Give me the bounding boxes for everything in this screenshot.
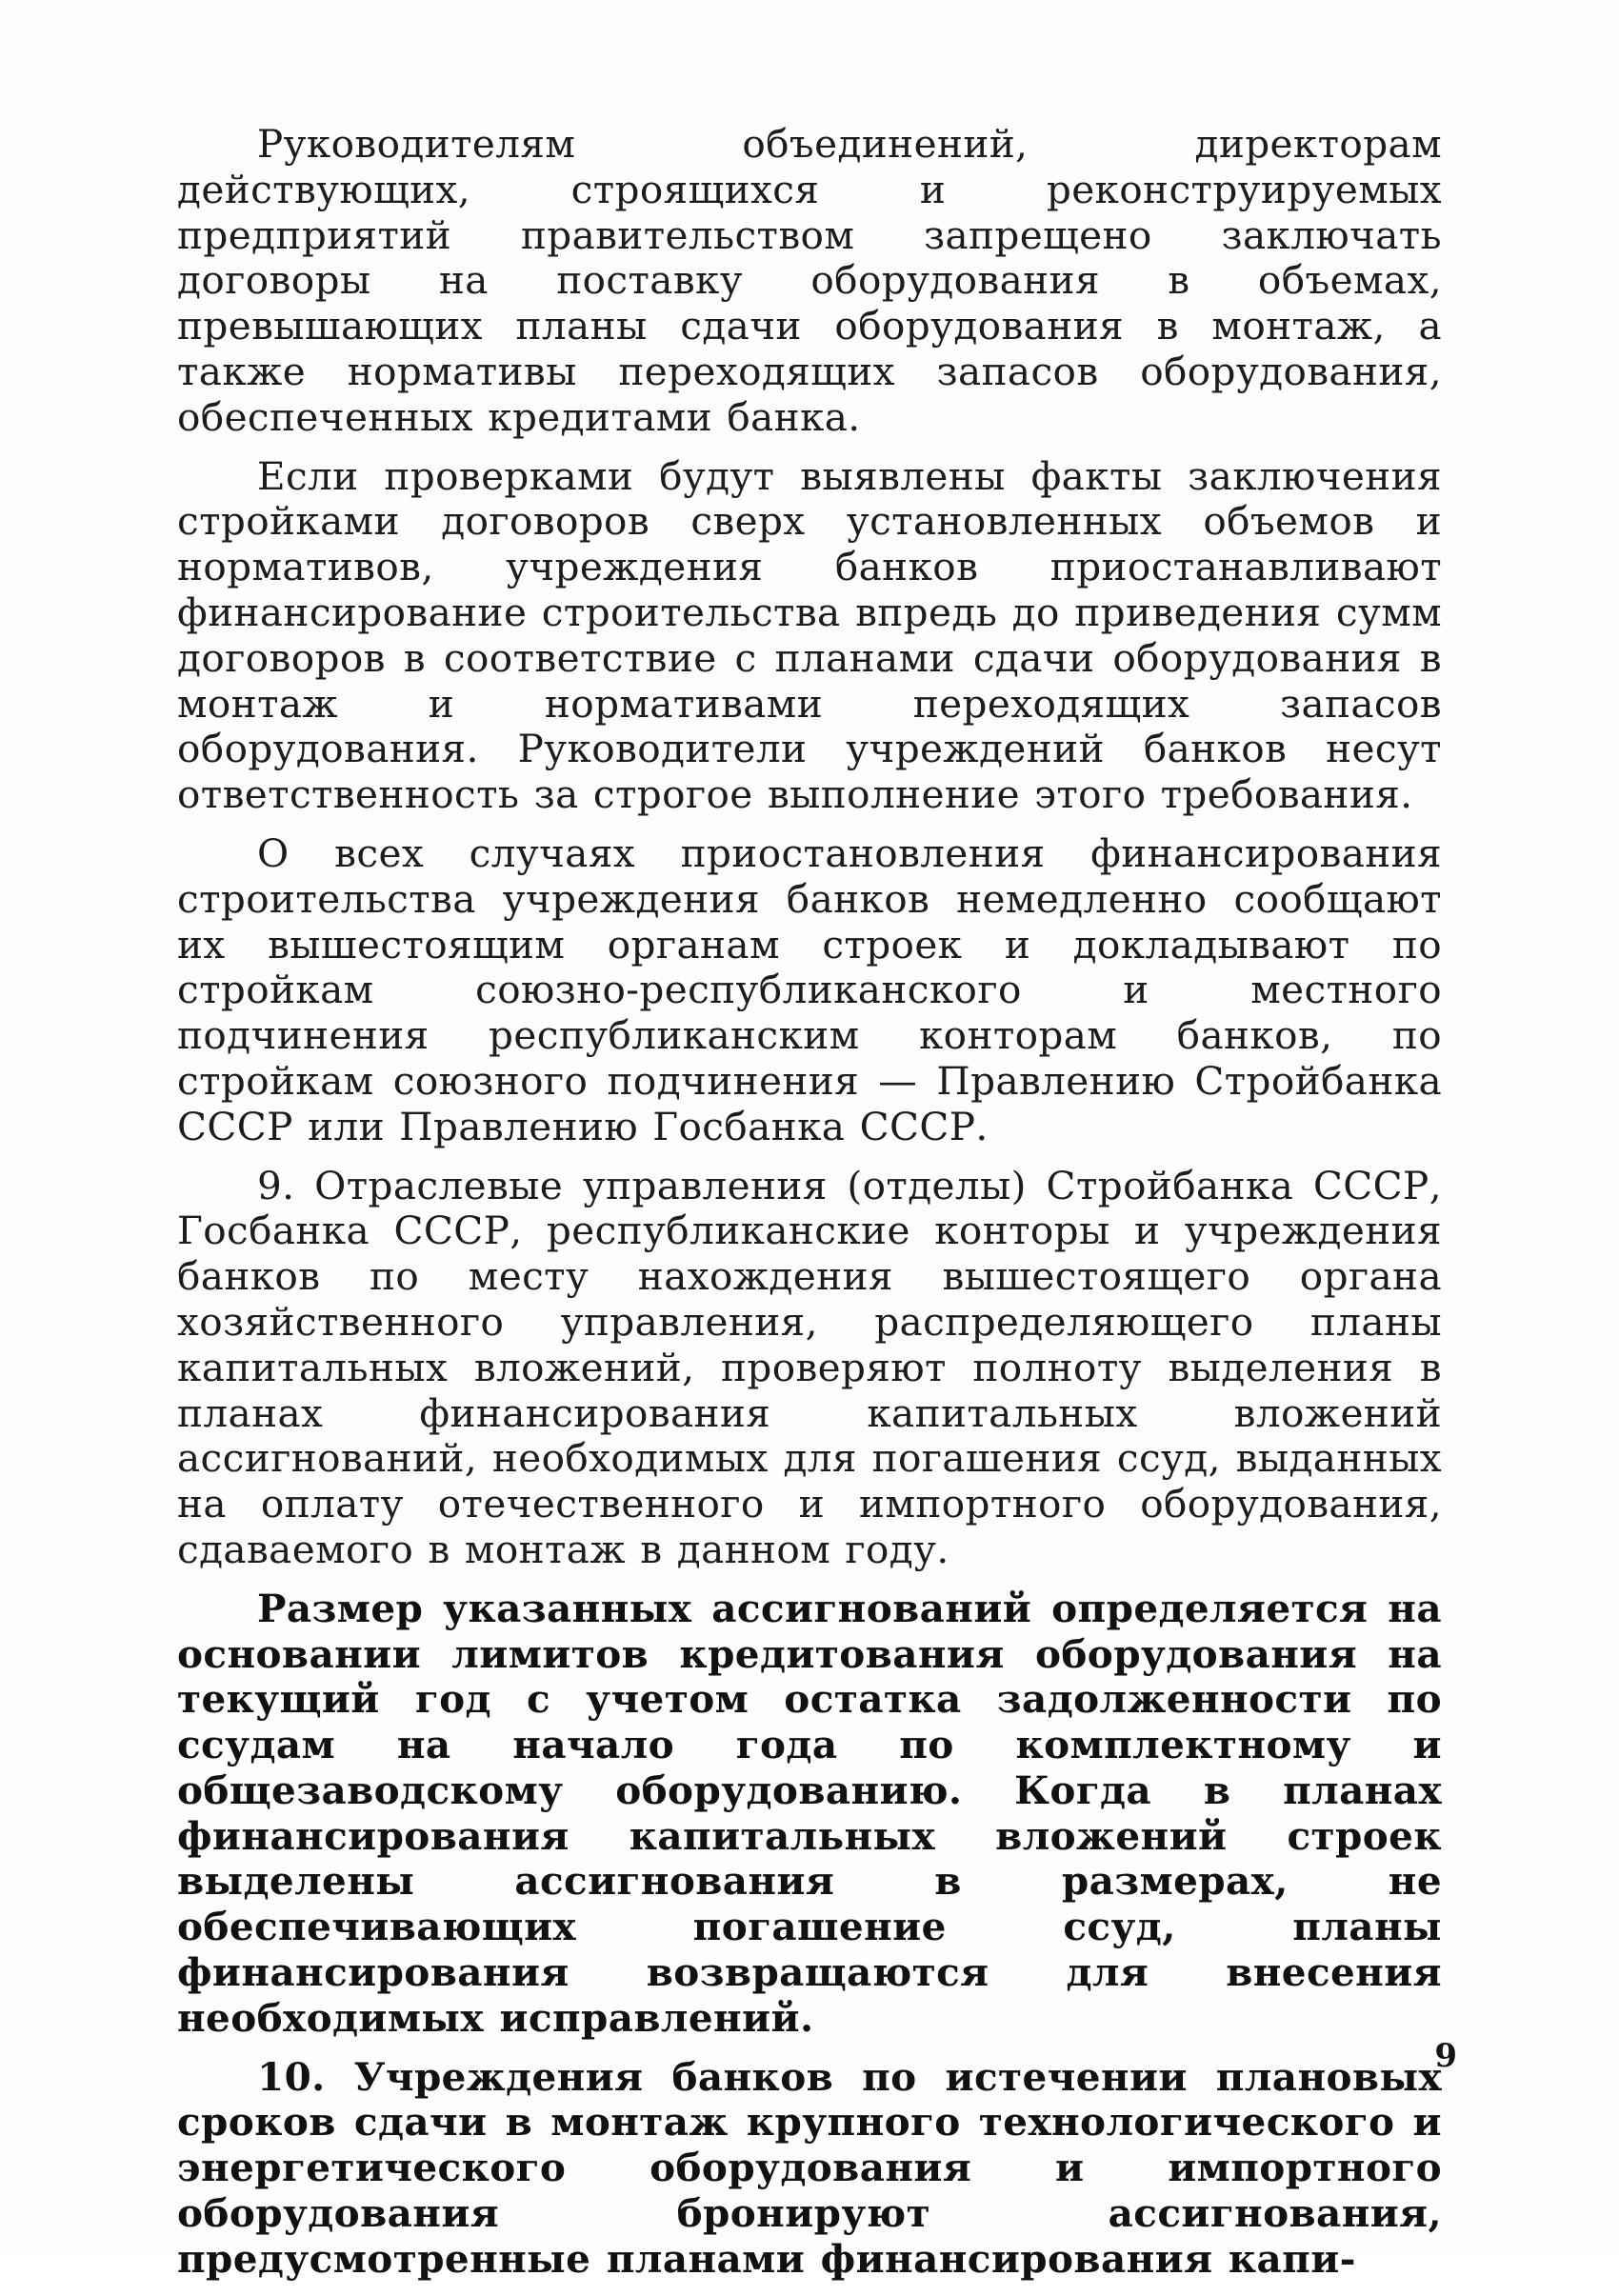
paragraph-contracts-ban: Руководителям объединений, директорам действующих, строящихся и реконструируемых предприятий правительством запрещено заключать договоры на поставку оборудования в объемах, превышающих планы сдачи оборудования в монтаж, а также нормативы переходящих запасов оборудования, обеспеченных кредитами банка. — [177, 121, 1442, 440]
paragraph-item-9: 9. Отраслевые управления (отделы) Стройбанка СССР, Госбанка СССР, республиканские конторы и учреждения банков по месту нахождения вышестоящего органа хозяйственного управления, распределяющего планы капитальных вложений, проверяют полноту выделения в планах финансирования капитальных вложений ассигнований, необходимых для погашения ссуд, выданных на оплату отечественного и импортного оборудования, сдаваемого в монтаж в данном году. — [177, 1162, 1442, 1572]
paragraph-suspension-reporting: О всех случаях приостановления финансирования строительства учреждения банков немедленно сообщают их вышестоящим органам строек и докладывают по стройкам союзно-республиканского и местного подчинения республиканским конторам банков, по стройкам союзного подчинения — Правлению Стройбанка СССР или Правлению Госбанка СССР. — [177, 829, 1442, 1149]
page-number: 9 — [1434, 2037, 1457, 2075]
paragraph-inspections: Если проверками будут выявлены факты заключения стройками договоров сверх установленных объемов и нормативов, учреждения банков приостанавливают финансирование строительства впредь до приведения сумм договоров в соответствие с планами сдачи оборудования в монтаж и нормативами переходящих запасов оборудования. Руководители учреждений банков несут ответственность за строгое выполнение этого требования. — [177, 452, 1442, 818]
paragraph-allocation-size: Размер указанных ассигнований определяется на основании лимитов кредитования оборудования на текущий год с учетом остатка задолженности по ссудам на начало года по комплектному и общезаводскому оборудованию. Когда в планах финансирования капитальных вложений строек выделены ассигнования в размерах, не обеспечивающих погашение ссуд, планы финансирования возвращаются для внесения необходимых исправлений. — [177, 1585, 1442, 2041]
paragraph-item-10: 10. Учреждения банков по истечении плановых сроков сдачи в монтаж крупного технологического и энергетического оборудования и импортного оборудования бронируют ассигнования, предусмотренные планами финансирования капи- — [177, 2053, 1442, 2282]
body-text — [177, 122, 1442, 2296]
